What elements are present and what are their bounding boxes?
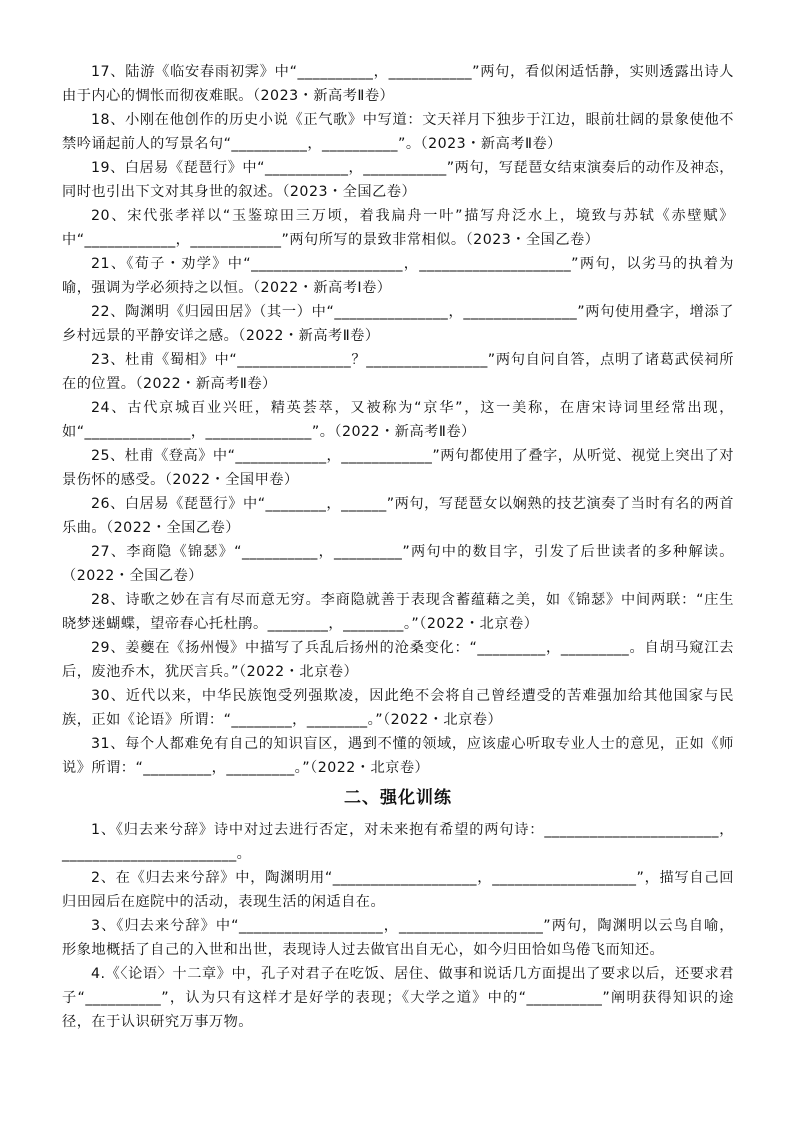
question-17: 17、陆游《临安春雨初霁》中“__________，___________”两句，看似闲适恬静，实则透露出诗人由于内心的惆怅而彻夜难眠。（2023・新高考Ⅱ卷）	[62, 64, 734, 104]
question-27: 27、李商隐《锦瑟》“__________，_________”两句中的数目字，引发了后世读者的多种解读。（2022・全国乙卷）	[62, 544, 734, 584]
question-18: 18、小刚在他创作的历史小说《正气歌》中写道：文天祥月下独步于江边，眼前壮阔的景象使他不禁吟诵起前人的写景名句“__________，__________”。（2023・新高考Ⅱ卷）	[62, 112, 734, 152]
training-question-1: 1、《归去来兮辞》诗中对过去进行否定，对未来抱有希望的两句诗：_______________________，_______________________。	[62, 822, 734, 862]
training-question-3: 3、《归去来兮辞》中“___________________，___________________”两句，陶渊明以云鸟自喻，形象地概括了自己的入世和出世，表现诗人过去做官出自无心，如今归田恰如鸟倦飞而知还。	[62, 918, 734, 958]
question-20: 20、宋代张孝祥以“玉鉴琼田三万顷，着我扁舟一叶”描写舟泛水上，境致与苏轼《赤壁赋》中“____________，____________”两句所写的景致非常相似。（2023・全国乙卷）	[62, 208, 734, 248]
training-question-4: 4.《〈论语〉十二章》中，孔子对君子在吃饭、居住、做事和说话几方面提出了要求以后，还要求君子“__________”，认为只有这样才是好学的表现；《大学之道》中的“__________”阐明获得知识的途径，在于认识研究万事万物。	[62, 966, 734, 1030]
section-title: 二、强化训练	[344, 788, 452, 808]
question-21: 21、《荀子・劝学》中“____________________，____________________”两句，以劣马的执着为喻，强调为学必须持之以恒。（2022・新高考Ⅰ卷）	[62, 256, 734, 296]
question-28: 28、诗歌之妙在言有尽而意无穷。李商隐就善于表现含蓄蕴藉之美，如《锦瑟》中间两联：“庄生晓梦迷蝴蝶，望帝春心托杜鹃。________，________。”（2022・北京卷）	[62, 592, 734, 632]
question-24: 24、古代京城百业兴旺，精英荟萃，又被称为“京华”，这一美称，在唐宋诗词里经常出现，如“______________，______________”。（2022・新高考Ⅱ卷）	[62, 400, 734, 440]
question-23: 23、杜甫《蜀相》中“_______________？________________”两句自问自答，点明了诸葛武侯祠所在的位置。（2022・新高考Ⅱ卷）	[62, 352, 734, 392]
training-question-2: 2、在《归去来兮辞》中，陶渊明用“___________________，___________________”，描写自己回归田园后在庭院中的活动，表现生活的闲适自在。	[62, 870, 734, 910]
question-29: 29、姜夔在《扬州慢》中描写了兵乱后扬州的沧桑变化：“_________，_________。自胡马窥江去后，废池乔木，犹厌言兵。”（2022・北京卷）	[62, 640, 734, 680]
question-22: 22、陶渊明《归园田居》（其一）中“_______________，_______________”两句使用叠字，增添了乡村远景的平静安详之感。（2022・新高考Ⅱ卷）	[62, 304, 734, 344]
question-26: 26、白居易《琵琶行》中“________，______”两句，写琵琶女以娴熟的技艺演奏了当时有名的两首乐曲。（2022・全国乙卷）	[62, 496, 734, 536]
question-31: 31、每个人都难免有自己的知识盲区，遇到不懂的领域，应该虚心听取专业人士的意见，正如《师说》所谓：“_________，_________。”（2022・北京卷）	[62, 736, 734, 776]
page-content	[62, 60, 734, 1034]
question-25: 25、杜甫《登高》中“____________，____________”两句都使用了叠字，从听觉、视觉上突出了对景伤怀的感受。（2022・全国甲卷）	[62, 448, 734, 488]
question-30: 30、近代以来，中华民族饱受列强欺凌，因此绝不会将自己曾经遭受的苦难强加给其他国家与民族，正如《论语》所谓：“________，________。”（2022・北京卷）	[62, 688, 734, 728]
question-19: 19、白居易《琵琶行》中“___________，___________”两句，写琵琶女结束演奏后的动作及神态，同时也引出下文对其身世的叙述。（2023・全国乙卷）	[62, 160, 734, 200]
